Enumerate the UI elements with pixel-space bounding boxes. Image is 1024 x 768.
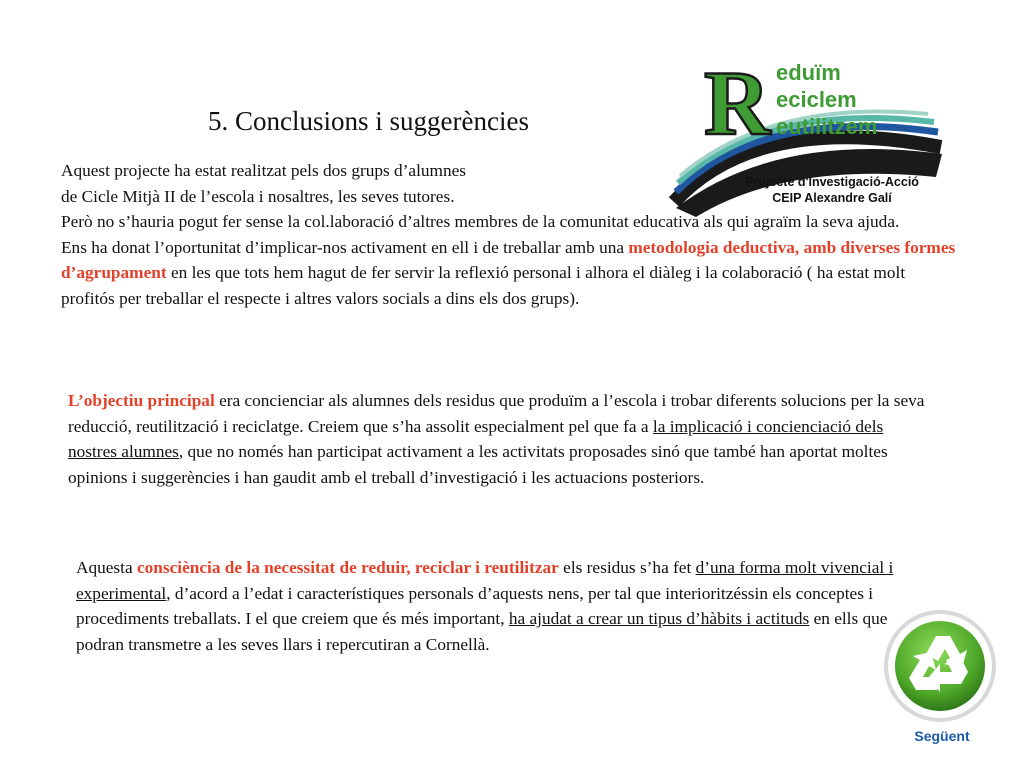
paragraph-awareness [76, 555, 916, 657]
next-button-label: Següent [914, 728, 970, 744]
p1-line-2: de Cicle Mitjà II de l’escola i nosaltres, les seves tutores. [61, 186, 455, 206]
p3-text-3: , d’acord a l’edat i característiques personals d’aquests nens, per tal que interioritzéssin els conceptes i procediments treballats. I el que creiem que és més important, [76, 583, 874, 629]
logo-big-letter: R [704, 52, 771, 154]
logo-word-3: eutilitzem [776, 114, 878, 139]
slide-title: 5. Conclusions i suggerències [208, 106, 529, 136]
p3-underlined-2: ha ajudat a crear un tipus d’hàbits i actituds [508, 609, 810, 629]
p1-methodology-rest: en les que tots hem hagut de fer servir la reflexió personal i alhora el diàleg i la colaboració ( ha estat molt profitós per treballar el respecte i altres valors socials a dins els dos grups). [61, 263, 906, 308]
p1-methodology-highlight: metodologia deductiva, amb diverses formes d’agrupament [61, 237, 956, 283]
paragraph-credits [61, 158, 961, 312]
logo-caption-line-2: CEIP Alexandre Galí [772, 191, 892, 205]
p3-highlight: consciència de la necessitat de reduir, reciclar i reutilitzar [136, 558, 559, 577]
p1-methodology-intro: Ens ha donat l’oportunitat d’implicar-nos activament en ell i de treballar amb una [61, 237, 629, 257]
next-button[interactable] [882, 604, 1002, 754]
paragraph-objective [68, 388, 928, 490]
p1-thanks: Però no s’hauria pogut fer sense la col.laboració d’altres membres de la comunitat educativa als qui agraïm la seva ajuda. [61, 212, 900, 232]
p3-underlined-1: d’una forma molt vivencial i experimental [76, 558, 894, 603]
p1-line-1: Aquest projecte ha estat realitzat pels dos grups d’alumnes [61, 161, 467, 180]
logo-caption-line-1: Projecte d'Investigació-Acció [745, 175, 919, 189]
logo-word-2: eciclem [776, 87, 857, 112]
p3-text-1: Aquesta [76, 558, 137, 577]
p2-objective-highlight: L’objectiu principal [68, 391, 215, 410]
p3-text-4: en ells que podran transmetre a les seves llars i repercutiran a Cornellà. [76, 609, 888, 654]
logo-word-1: eduïm [776, 60, 841, 85]
p2-text-1: era concienciar als alumnes dels residus que produïm a l’escola i trobar diferents solucions per la seva reducció, reutilització i reciclatge. Creiem que s’ha assolit especialment pel que fa a [68, 391, 925, 436]
recycle-icon [882, 604, 1002, 728]
p2-text-2: , que no només han participat activament a les activitats proposades sinó que també han aportat moltes opinions i suggerències i han gaudit amb el treball d’investigació i les actuacions posteriors. [68, 442, 888, 487]
p2-underlined: la implicació i concienciació dels nostres alumnes [68, 416, 884, 462]
p3-text-2: els residus s’ha fet [558, 558, 696, 577]
